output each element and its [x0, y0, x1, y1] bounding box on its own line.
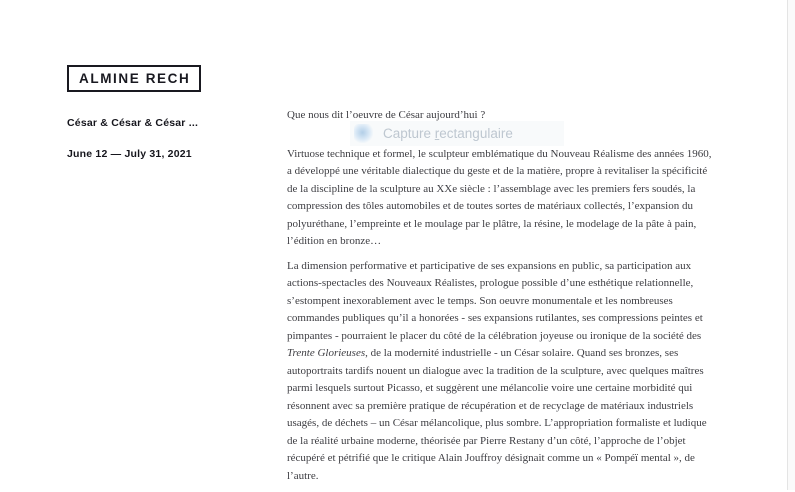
exhibition-dates: June 12 — July 31, 2021 — [67, 148, 192, 160]
article — [287, 107, 717, 492]
almine-rech-logo[interactable]: ALMINE RECH — [67, 65, 201, 92]
sidebar-exhibition-title[interactable]: César & César & César ... — [67, 117, 199, 129]
capture-label-suffix: ectangulaire — [439, 126, 513, 141]
article-paragraph-2 — [287, 258, 717, 486]
paragraph-2-text-start: La dimension performative et participative de ses expansions en public, sa participation aux actions-spectacles des Nouveaux Réalistes, prologue possible d’une esthétique relationnelle, s’estompent inexorablement avec le temps. Son oeuvre monumentale et les nombreuses commandes publiques qu’il a honorées - ses expansions rutilantes, ses compressions peintes et pimpantes - pourraient le placer du côté de la célébration joyeuse ou ironique de la société des — [287, 259, 703, 342]
paragraph-2-italic-title: Trente Glorieuses — [287, 347, 366, 359]
vertical-scrollbar[interactable] — [787, 0, 795, 490]
paragraph-2-text-end: , de la modernité industrielle - un César solaire. Quand ses bronzes, ses autoportraits tardifs nouent un dialogue avec la tradition de la sculpture, avec quelques maîtres parmi lesquels surtout Picasso, et suggèrent une mélancolie voire une certaine morbidité qui résonnent avec sa première pratique de récupération et de recyclage de matériaux industriels usagés, de déchets – un César mélancolique, plus sombre. L’appropriation formaliste et ludique de la réalité urbaine moderne, théorisée par Pierre Restany d’un côté, l’approche de l’objet récupéré et pétrifié que le critique Alain Jouffroy désignait comme un « Pompéï mental », de l’autre. — [287, 347, 707, 482]
sidebar — [67, 65, 272, 160]
article-paragraph-1: Virtuose technique et formel, le sculpteur emblématique du Nouveau Réalisme des années 1960, a développé une véritable dialectique du geste et de la matière, propre à revitaliser la spécificité de la discipline de la sculpture au XXe siècle : l’assemblage avec les premiers fers soudés, la compression des tôles automobiles et de toutes sortes de matériaux collectés, l’expansion du polyuréthane, l’empreinte et le moulage par le plâtre, la résine, le modelage de la pâte à pain, l’édition en bronze… — [287, 147, 712, 247]
article-heading: Que nous dit l’oeuvre de César aujourd’hui ? — [287, 109, 486, 121]
capture-label-accelerator: r — [434, 126, 440, 141]
capture-label-prefix: Capture — [383, 126, 435, 141]
